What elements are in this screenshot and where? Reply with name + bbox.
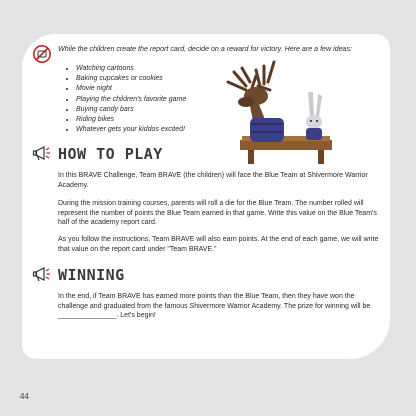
list-item: • Whatever gets your kiddos excited! xyxy=(76,125,186,135)
no-screens-icon xyxy=(32,44,52,64)
megaphone-icon xyxy=(32,266,52,284)
winning-heading: WINNING xyxy=(58,266,125,284)
list-item: • Movie night xyxy=(76,84,186,94)
how-to-play-heading: HOW TO PLAY xyxy=(58,145,163,163)
how-to-play-paragraph-1: In this BRAVE Challenge, Team BRAVE (the children) will face the Blue Team at Shivermore Warrior Academy. xyxy=(58,172,368,189)
page-number: 44 xyxy=(20,392,29,401)
moose-and-rabbit-illustration xyxy=(212,60,336,166)
list-item: • Riding bikes xyxy=(76,115,186,125)
list-item: • Playing the children's favorite game xyxy=(76,95,186,105)
winning-paragraph: In the end, if Team BRAVE has earned more points than the Blue Team, then they have won the challenge and graduated from the famous Shivermore Warrior Academy. The prize for winning will be _______________. Let's begin! xyxy=(58,293,371,320)
list-item: • Buying candy bars xyxy=(76,105,186,115)
how-to-play-paragraph-2: During the mission training courses, parents will roll a die for the Blue Team. The number rolled will represent the number of points the Blue Team earned in that game. Write this value on the Blue Team's half of the academy report card. xyxy=(58,200,377,227)
list-item: • Baking cupcakes or cookies xyxy=(76,74,186,84)
intro-text: While the children create the report card, decide on a reward for victory. Here are a few ideas: xyxy=(58,45,353,53)
reward-ideas-list xyxy=(64,64,186,135)
list-item: • Watching cartoons xyxy=(76,64,186,74)
megaphone-icon xyxy=(32,145,52,163)
how-to-play-paragraph-3: As you follow the instructions, Team BRAVE will also earn points. At the end of each game, we will write that value on the report card under "Team BRAVE." xyxy=(58,236,379,253)
